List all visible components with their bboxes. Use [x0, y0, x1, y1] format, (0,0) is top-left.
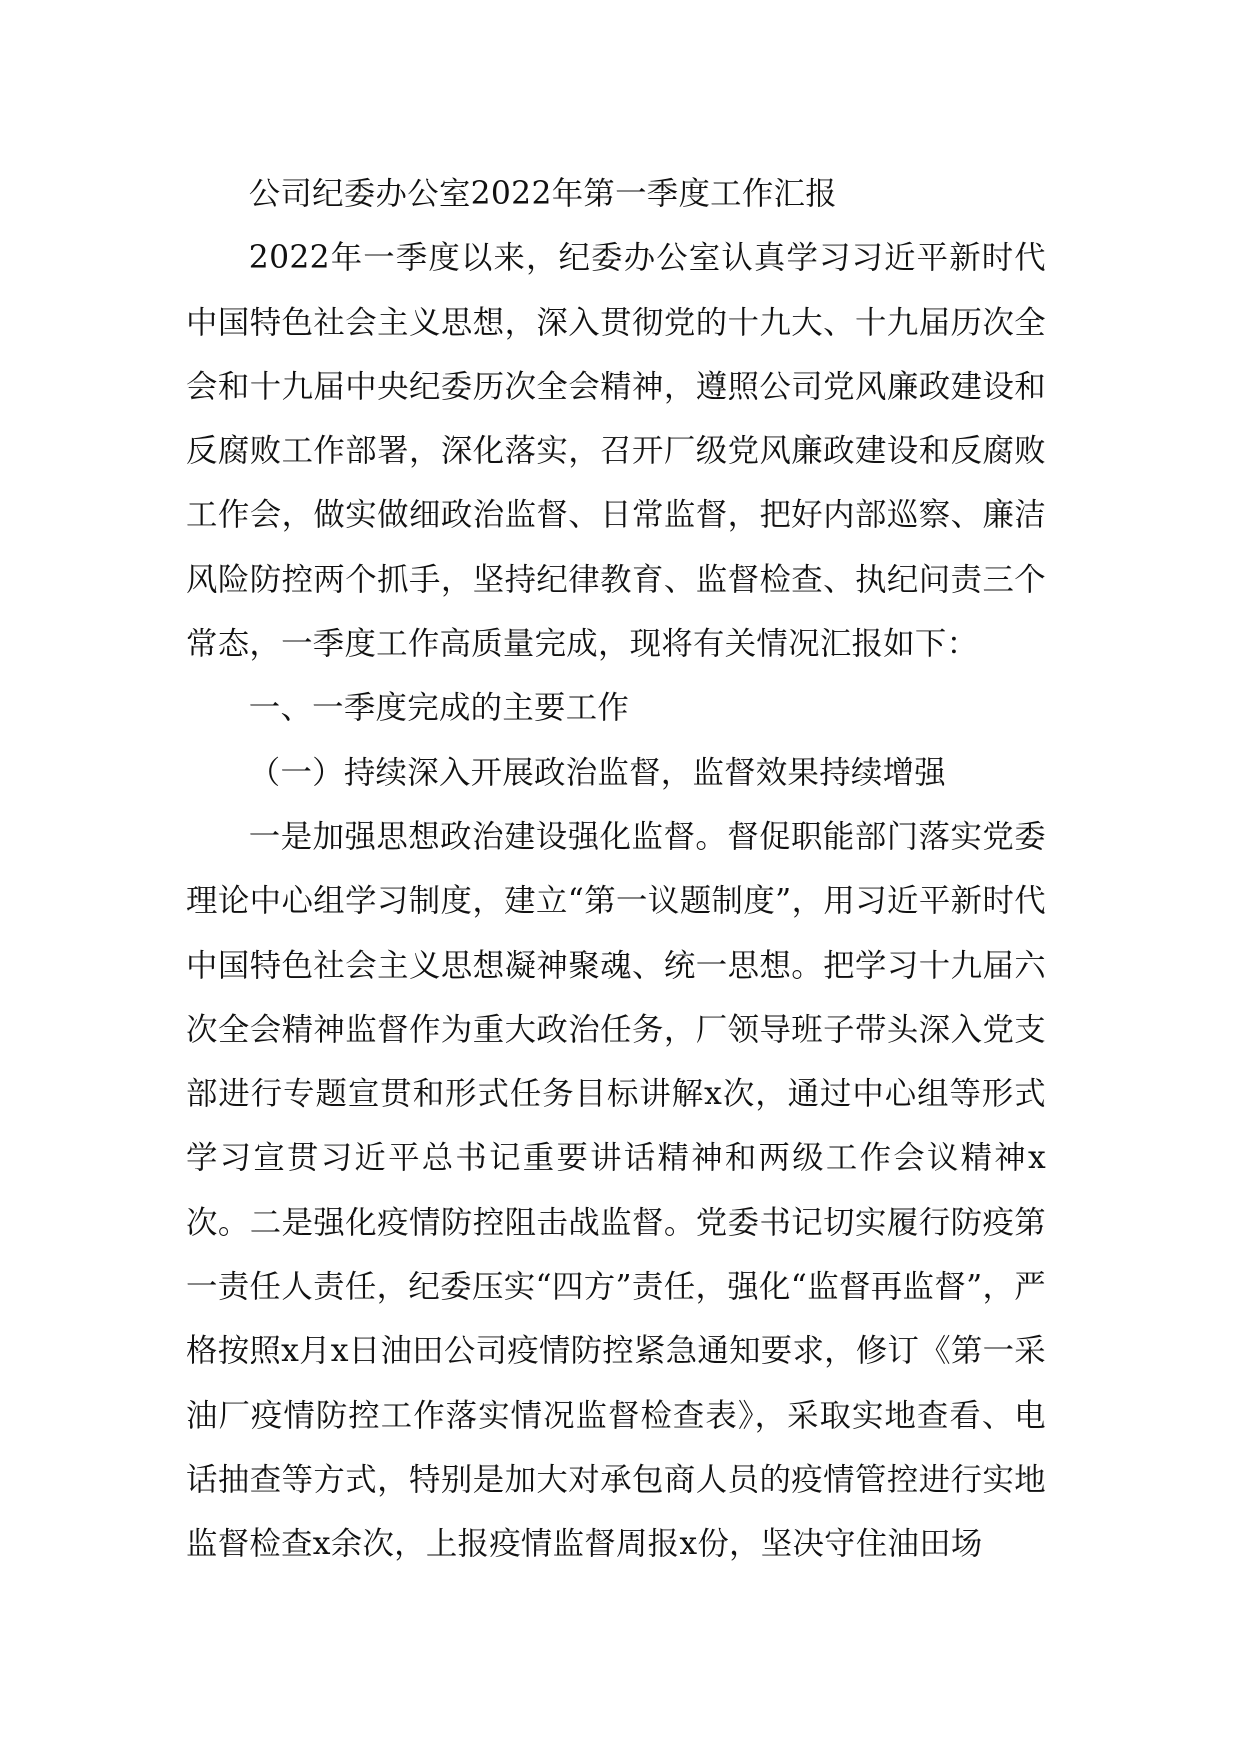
subsection-heading: （一）持续深入开展政治监督，监督效果持续增强 — [248, 754, 946, 791]
body-paragraph: 一是加强思想政治建设强化监督。督促职能部门落实党委理论中心组学习制度，建立“第一议题制度”，用习近平新时代中国特色社会主义思想凝神聚魂、统一思想。把学习十九届六次全会精神监督作为重大政治任务，厂领导班子带头深入党支部进行专题宣贯和形式任务目标讲解x次，通过中心组等形式学习宣贯习近平总书记重要讲话精神和两级工作会议精神x次。二是强化疫情防控阻击战监督。党委书记切实履行防疫第一责任人责任，纪委压实“四方”责任，强化“监督再监督”，严格按照x月x日油田公司疫情防控紧急通知要求，修订《第一采油厂疫情防控工作落实情况监督检查表》，采取实地查看、电话抽查等方式，特别是加大对承包商人员的疫情管控进行实地监督检查x余次，上报疫情监督周报x份，坚决守住油田场 — [186, 818, 1046, 1563]
document-title: 公司纪委办公室2022年第一季度工作汇报 — [248, 176, 837, 212]
intro-paragraph: 2022年一季度以来，纪委办公室认真学习习近平新时代中国特色社会主义思想，深入贯彻党的十九大、十九届历次全会和十九届中央纪委历次全会精神，遵照公司党风廉政建设和反腐败工作部署，深化落实，召开厂级党风廉政建设和反腐败工作会，做实做细政治监督、日常监督，把好内部巡察、廉洁风险防控两个抓手，坚持纪律教育、监督检查、执纪问责三个常态，一季度工作高质量完成，现将有关情况汇报如下： — [186, 240, 1046, 663]
document-body — [186, 162, 1046, 1577]
section-heading: 一、一季度完成的主要工作 — [248, 690, 630, 727]
